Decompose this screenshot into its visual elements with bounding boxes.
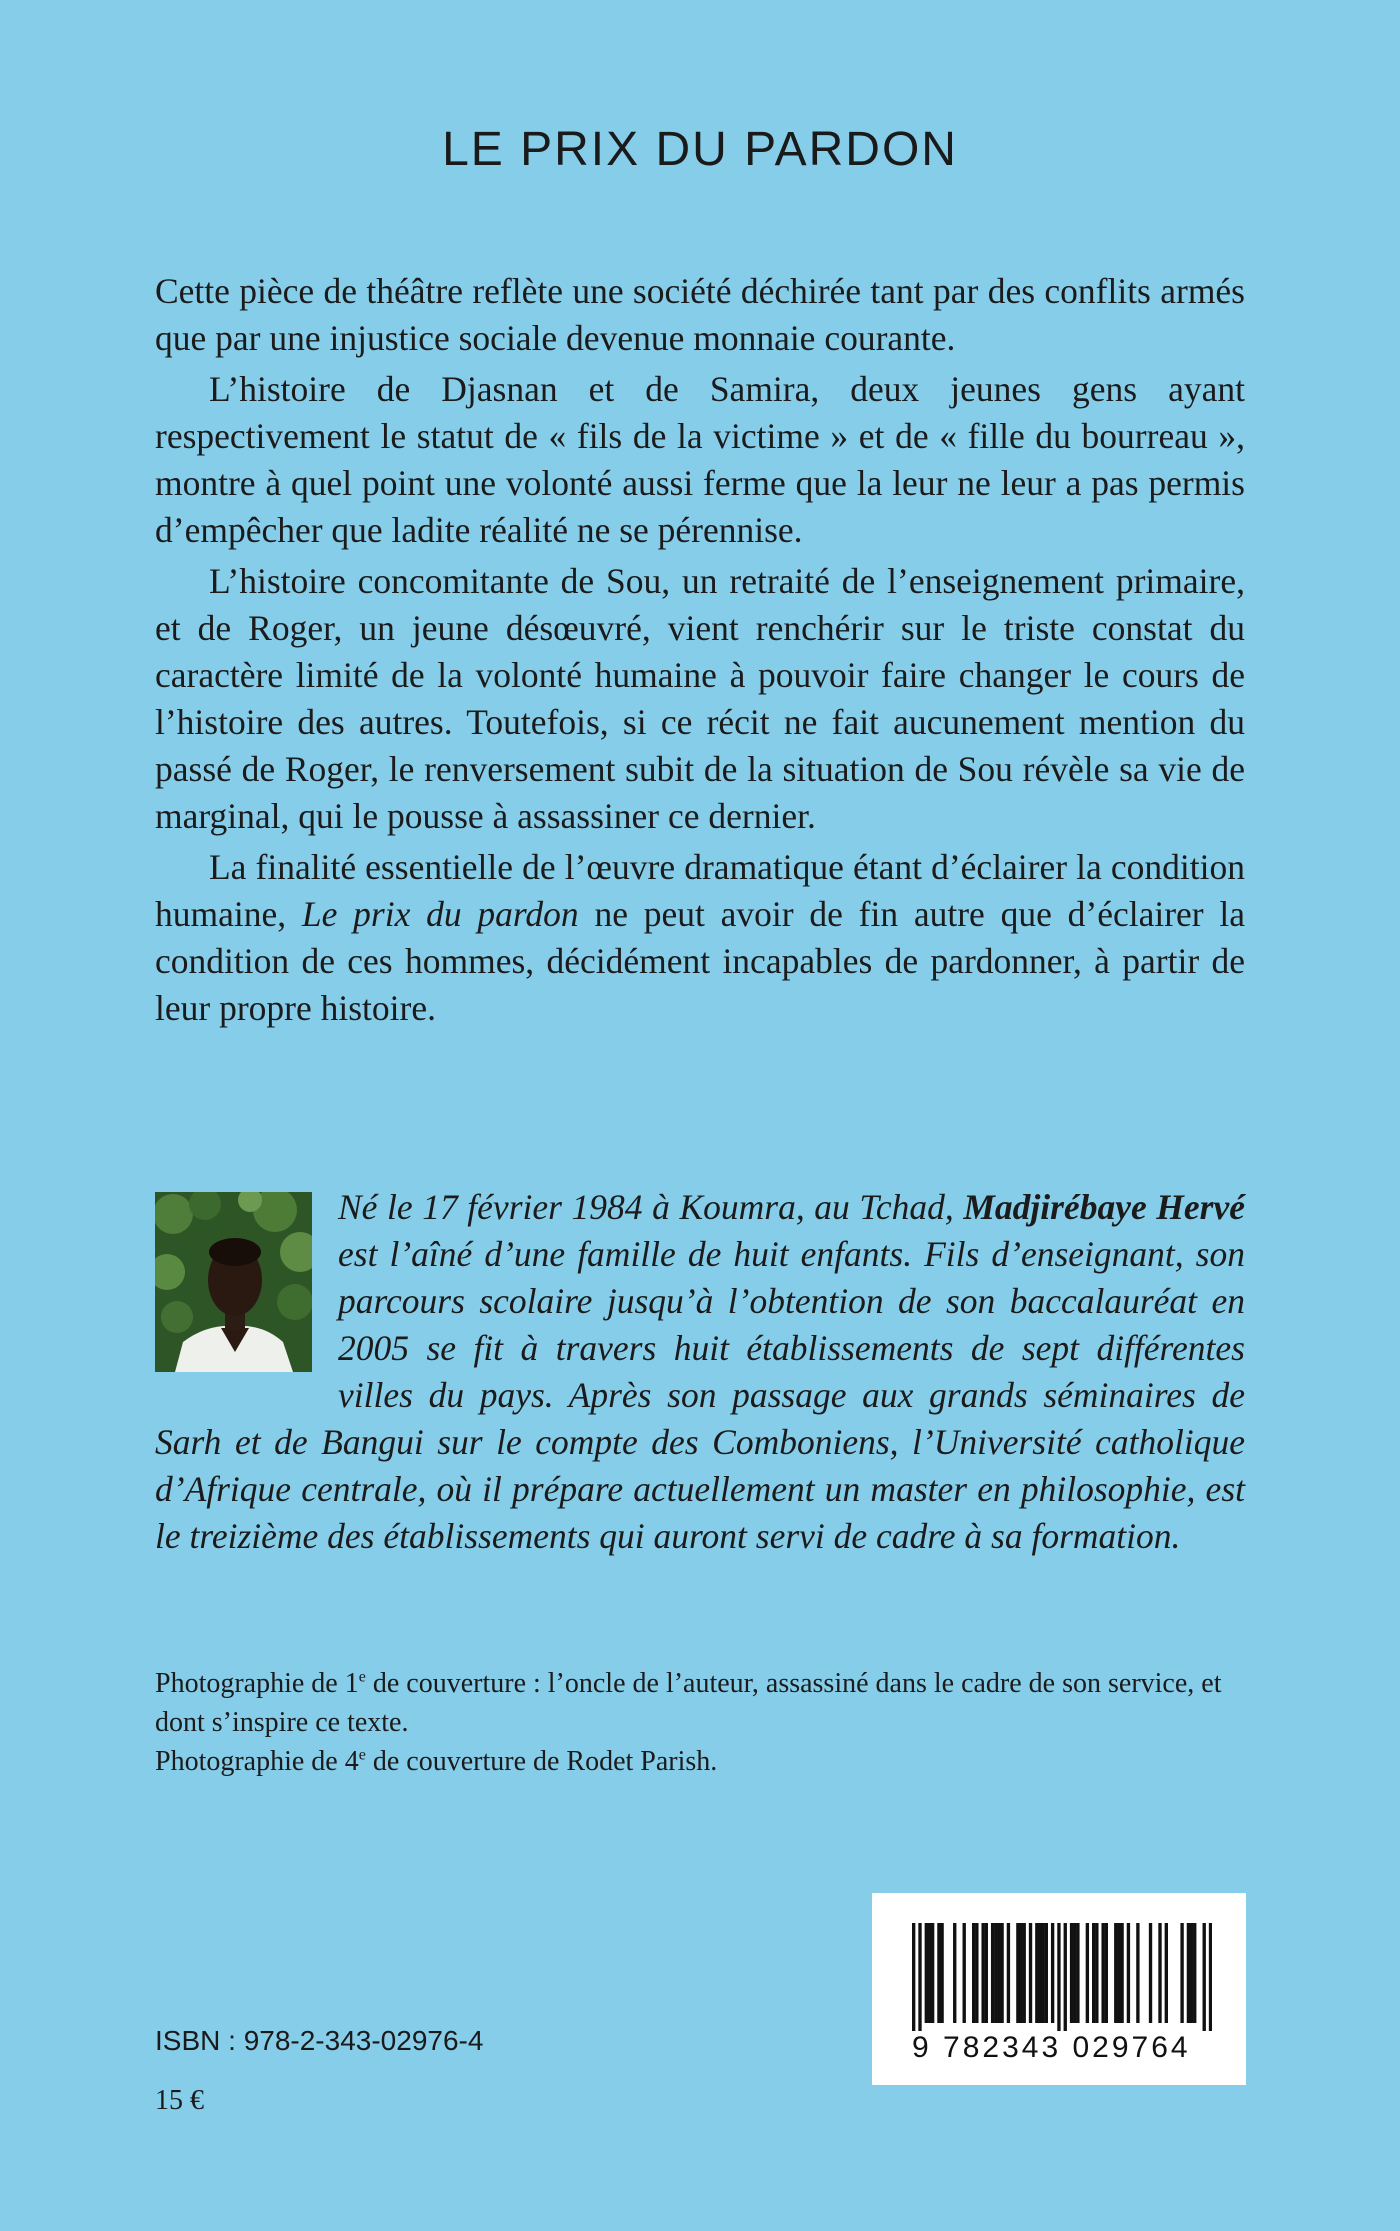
- synopsis-paragraph-1: Cette pièce de théâtre reflète une société déchirée tant par des conflits armés que par une injustice sociale devenue monnaie courante.: [155, 271, 1245, 358]
- barcode-bar: [925, 1923, 928, 2023]
- barcode-bar: [1064, 1923, 1067, 2031]
- barcode-digits: 9 782343 029764: [912, 2031, 1191, 2064]
- credit-text: de couverture : l’oncle de l’auteur, assassiné dans le cadre de son service, et dont s’inspire ce texte.: [155, 1668, 1222, 1738]
- barcode-bar: [991, 1923, 994, 2023]
- barcode-bar: [918, 1923, 921, 2031]
- barcode-bar: [1114, 1923, 1117, 2023]
- barcode-bar: [1057, 1923, 1060, 2031]
- barcode-bar: [1209, 1923, 1212, 2031]
- barcode-bar: [981, 1923, 984, 2023]
- barcode-bar: [1035, 1923, 1038, 2023]
- author-intro: Né le 17 février 1984 à Koumra, au Tchad,: [338, 1187, 964, 1227]
- barcode-bar: [975, 1923, 978, 2023]
- barcode-bar: [997, 1923, 1000, 2023]
- credit-text: de couverture de Rodet Parish.: [365, 1746, 718, 1777]
- barcode-bars: [912, 1923, 1212, 2031]
- barcode-bar: [931, 1923, 934, 2023]
- barcode-bar: [940, 1923, 943, 2023]
- barcode-bar: [1023, 1923, 1026, 2023]
- barcode-bar: [963, 1923, 966, 2023]
- credit-line-back: [155, 1742, 1245, 1781]
- credit-line-front: [155, 1664, 1245, 1742]
- barcode-bar: [1101, 1923, 1104, 2023]
- barcode-bar: [1149, 1923, 1152, 2023]
- price: 15 €: [155, 2085, 204, 2116]
- barcode-bar: [1086, 1923, 1089, 2023]
- book-title: LE PRIX DU PARDON: [442, 123, 958, 176]
- barcode-bar: [1117, 1923, 1120, 2023]
- barcode-bar: [912, 1923, 915, 2031]
- barcode-bar: [1092, 1923, 1095, 2023]
- barcode-bar: [1029, 1923, 1032, 2023]
- barcode-bar: [1041, 1923, 1044, 2023]
- isbn: ISBN : 978-2-343-02976-4: [155, 2025, 484, 2056]
- synopsis: [155, 268, 1245, 1036]
- barcode-bar: [1105, 1923, 1108, 2023]
- barcode-bar: [1045, 1923, 1048, 2023]
- barcode-bar: [1038, 1923, 1041, 2023]
- book-title-italic: Le prix du pardon: [301, 894, 579, 934]
- credit-ordinal: e: [358, 1746, 366, 1764]
- author-bio: [155, 1184, 1245, 1560]
- barcode-bar: [1190, 1923, 1193, 2023]
- barcode-bar: [1007, 1923, 1010, 2023]
- barcode-bar: [1095, 1923, 1098, 2023]
- barcode-bar: [1073, 1923, 1076, 2023]
- barcode-bar: [953, 1923, 956, 2023]
- barcode-bar: [1051, 1923, 1054, 2023]
- barcode-bar: [1016, 1923, 1019, 2023]
- synopsis-text: ne peut avoir de fin autre que d’éclairer la condition de ces hommes, décidément incapables de pardonner, à partir de leur propre histoire.: [155, 894, 1245, 1028]
- barcode-bar: [1187, 1923, 1190, 2023]
- barcode-bar: [1019, 1923, 1022, 2023]
- credit-ordinal: e: [358, 1668, 366, 1686]
- barcode-bar: [994, 1923, 997, 2023]
- barcode-bar: [1193, 1923, 1196, 2023]
- barcode-bar: [1120, 1923, 1123, 2023]
- synopsis-text: La finalité essentielle de l’œuvre dramatique étant d’éclairer la condition humaine,: [155, 847, 1245, 934]
- barcode-bar: [1180, 1923, 1183, 2023]
- credit-text: Photographie de 1: [155, 1668, 359, 1699]
- author-name: Madjirébaye Hervé: [963, 1187, 1245, 1227]
- barcode-bar: [937, 1923, 940, 2023]
- synopsis-paragraph-2: L’histoire de Djasnan et de Samira, deux jeunes gens ayant respectivement le statut de « fils de la victime » et de « fille du bourreau », montre à quel point une volonté aussi ferme que la leur ne leur a pas permis d’empêcher que ladite réalité ne se pérennise.: [155, 369, 1245, 550]
- barcode-bar: [1165, 1923, 1168, 2023]
- barcode: [872, 1893, 1246, 2085]
- barcode-bar: [1136, 1923, 1139, 2023]
- synopsis-paragraph-4: [155, 844, 1245, 1032]
- author-photo: [155, 1192, 312, 1372]
- photo-credits: [155, 1664, 1245, 1781]
- barcode-bar: [928, 1923, 931, 2023]
- barcode-bar: [1076, 1923, 1079, 2023]
- barcode-bar: [1203, 1923, 1206, 2031]
- barcode-bar: [1000, 1923, 1003, 2023]
- author-portrait-image: [155, 1192, 312, 1372]
- barcode-bar: [1070, 1923, 1073, 2023]
- barcode-bar: [972, 1923, 975, 2023]
- barcode-bar: [1158, 1923, 1161, 2023]
- credit-text: Photographie de 4: [155, 1746, 359, 1777]
- author-bio-text: est l’aîné d’une famille de huit enfants. Fils d’enseignant, son parcours scolaire jusqu’à l’obtention de son baccalauréat en 2005 se fit à travers huit établissements de sept différentes villes du pays. Après son passage aux grands séminaires de Sarh et de Bangui sur le compte des Comboniens, l’Université catholique d’Afrique centrale, où il prépare actuellement un master en philosophie, est le treizième des établissements qui auront servi de cadre à sa formation.: [155, 1234, 1245, 1556]
- barcode-bar: [985, 1923, 988, 2023]
- synopsis-paragraph-3: L’histoire concomitante de Sou, un retraité de l’enseignement primaire, et de Roger, un jeune désœuvré, vient renchérir sur le triste constat du caractère limité de la volonté humaine à pouvoir faire changer le cours de l’histoire des autres. Toutefois, si ce récit ne fait aucunement mention du passé de Roger, le renversement subit de la situation de Sou révèle sa vie de marginal, qui le pousse à assassiner ce dernier.: [155, 561, 1245, 836]
- barcode-bar: [1127, 1923, 1130, 2023]
